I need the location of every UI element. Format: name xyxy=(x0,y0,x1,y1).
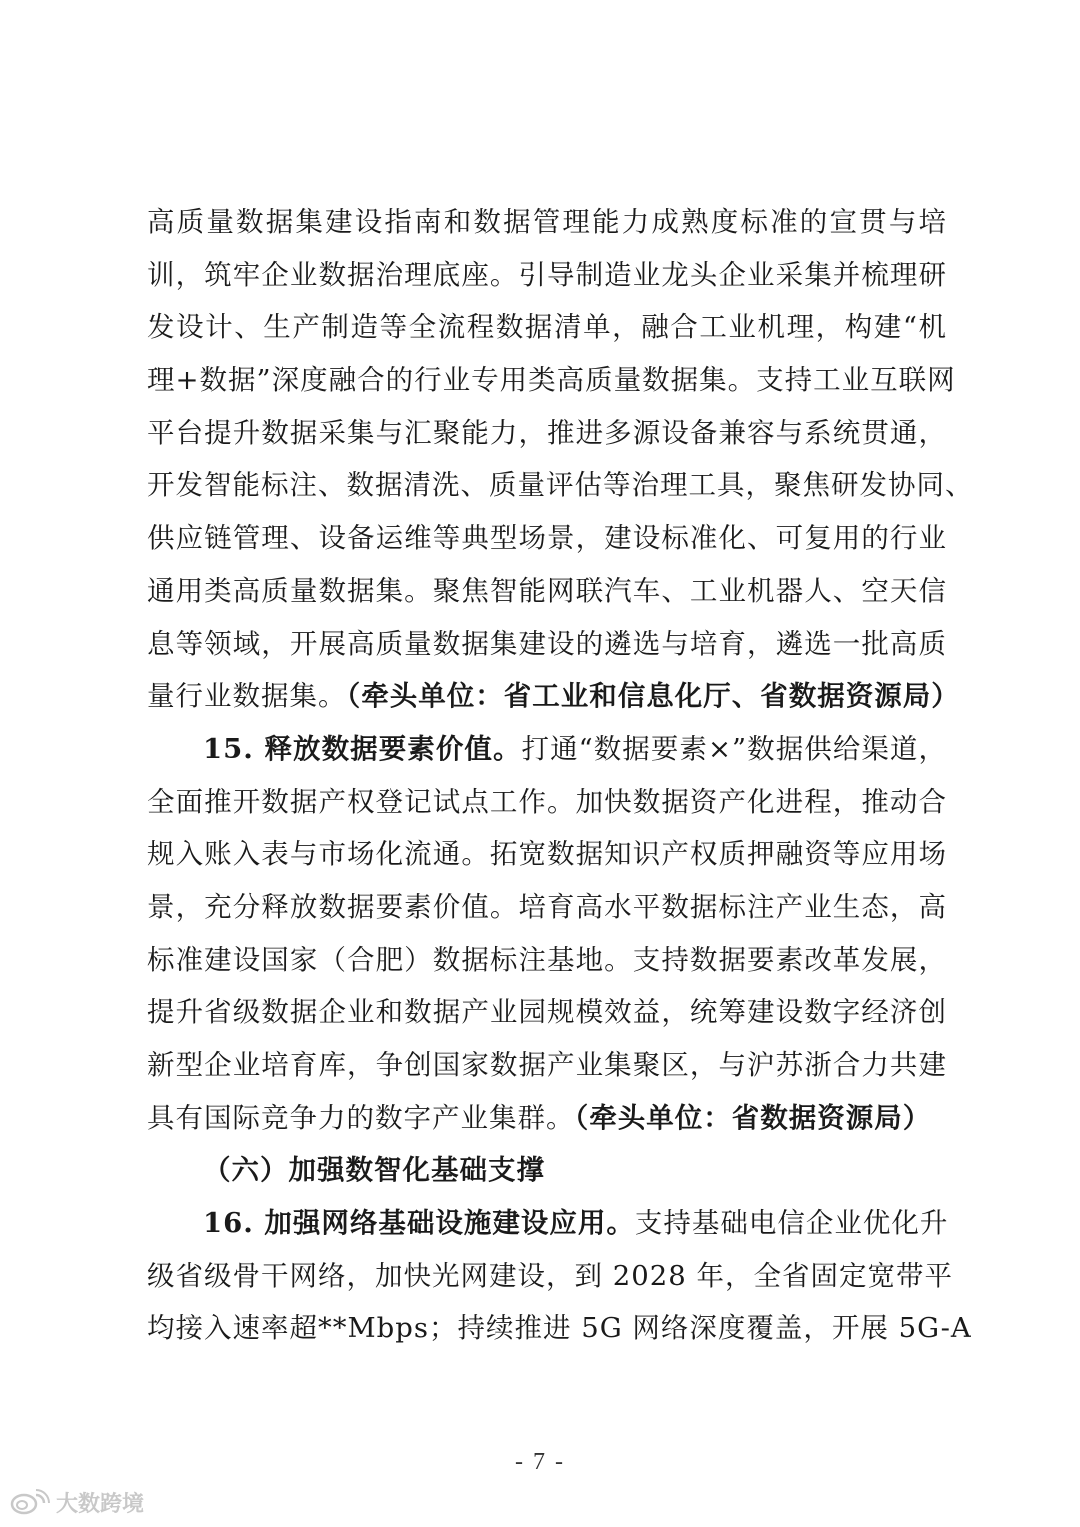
watermark-text: 大数跨境 xyxy=(56,1491,145,1517)
text-line: 训，筑牢企业数据治理底座。引导制造业龙头企业采集并梳理研 xyxy=(147,258,947,291)
text-segment: 打通“数据要素×”数据供给渠道， xyxy=(521,732,947,765)
text-line: 全面推开数据产权登记试点工作。加快数据资产化进程，推动合 xyxy=(147,785,947,818)
text-line: 均接入速率超**Mbps；持续推进 5G 网络深度覆盖，开展 5G-A xyxy=(147,1312,972,1345)
text-line: 平台提升数据采集与汇聚能力，推进多源设备兼容与系统贯通， xyxy=(147,416,947,449)
text-line: 级省级骨干网络，加快光网建设，到 2028 年，全省固定宽带平 xyxy=(147,1259,953,1292)
text-line: 息等领域，开展高质量数据集建设的遴选与培育，遴选一批高质 xyxy=(147,627,947,660)
weibo-logo-icon xyxy=(10,1489,50,1515)
text-line xyxy=(147,1092,947,1145)
text-line xyxy=(147,1197,947,1250)
text-segment: 量行业数据集。 xyxy=(147,680,347,713)
item-16-heading: 16. 加强网络基础设施建设应用。 xyxy=(203,1207,635,1240)
text-line xyxy=(147,670,960,723)
text-line: 景，充分释放数据要素价值。培育高水平数据标注产业生态，高 xyxy=(147,890,947,923)
text-line: 开发智能标注、数据清洗、质量评估等治理工具，聚焦研发协同、 xyxy=(147,469,974,502)
text-line: 规入账入表与市场化流通。拓宽数据知识产权质押融资等应用场 xyxy=(147,838,947,871)
text-line: 发设计、生产制造等全流程数据清单，融合工业机理，构建“机 xyxy=(147,311,947,344)
lead-unit-note: （牵头单位：省工业和信息化厅、省数据资源局） xyxy=(346,680,960,713)
text-segment: 支持基础电信企业优化升 xyxy=(634,1207,949,1240)
text-line xyxy=(147,723,947,776)
watermark xyxy=(10,1486,144,1518)
text-line: 新型企业培育库，争创国家数据产业集聚区，与沪苏浙合力共建 xyxy=(147,1049,947,1081)
lead-unit-note: （牵头单位：省数据资源局） xyxy=(574,1101,932,1134)
text-line: 标准建设国家（合肥）数据标注基地。支持数据要素改革发展， xyxy=(147,943,947,976)
text-line: 提升省级数据企业和数据产业园规模效益，统筹建设数字经济创 xyxy=(147,996,947,1029)
text-line: 通用类高质量数据集。聚焦智能网联汽车、工业机器人、空天信 xyxy=(147,574,947,607)
body-text xyxy=(147,196,974,1355)
text-line: 高质量数据集建设指南和数据管理能力成熟度标准的宣贯与培 xyxy=(147,206,947,238)
section-heading: （六）加强数智化基础支撑 xyxy=(203,1154,545,1187)
item-15-heading: 15. 释放数据要素价值。 xyxy=(203,732,522,765)
page-number: - 7 - xyxy=(515,1449,565,1475)
text-segment: 具有国际竞争力的数字产业集群。 xyxy=(147,1101,575,1134)
text-line: 理+数据”深度融合的行业专用类高质量数据集。支持工业互联网 xyxy=(147,364,956,397)
text-line: 供应链管理、设备运维等典型场景，建设标准化、可复用的行业 xyxy=(147,522,947,555)
